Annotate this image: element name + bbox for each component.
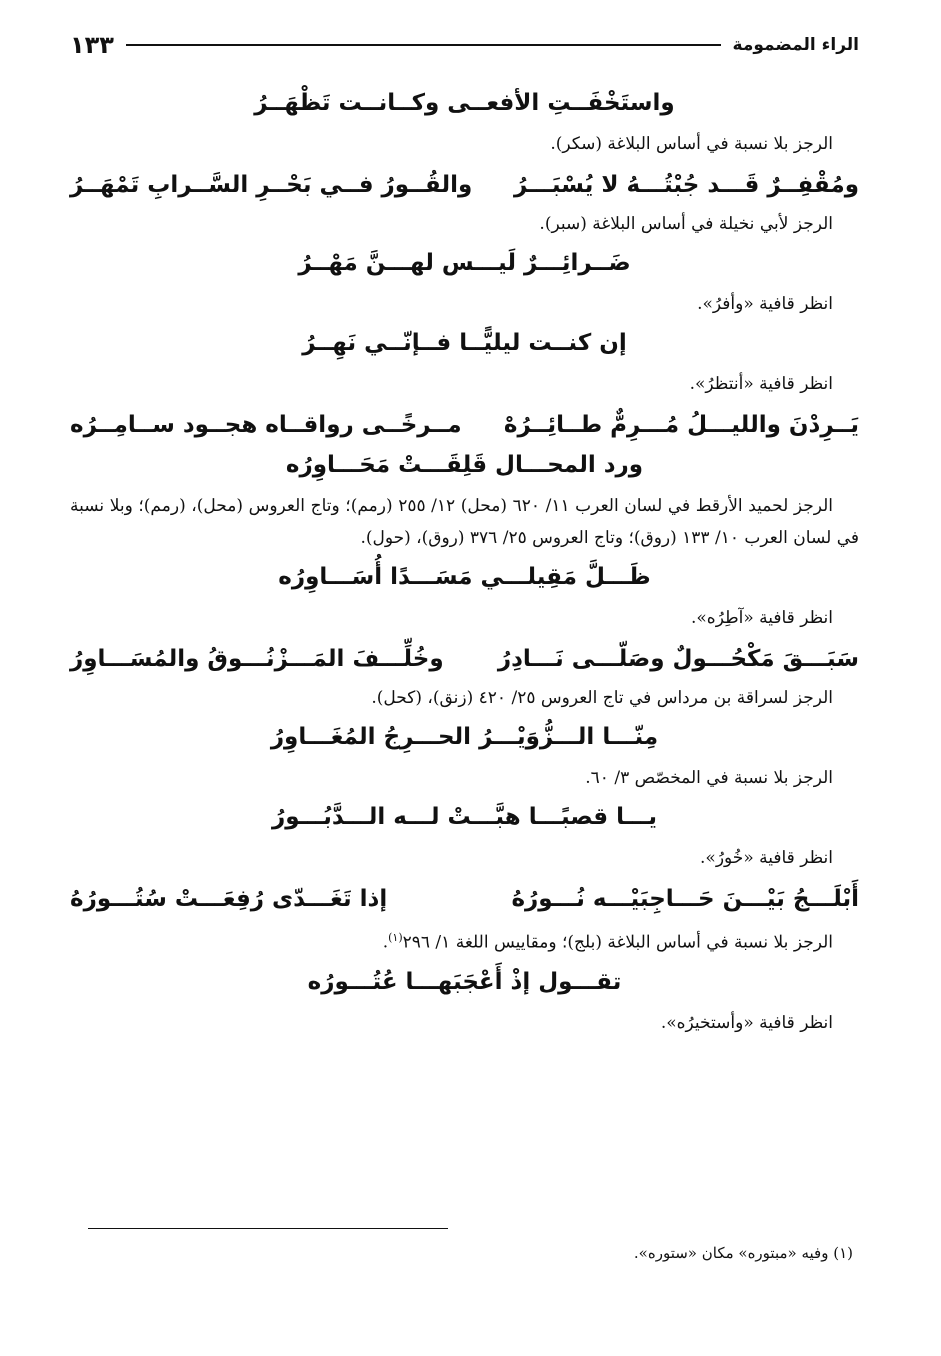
footnote-separator (88, 1228, 448, 1229)
citation-text: الرجز بلا نسبة في أساس البلاغة (بلج)؛ ومقاييس اللغة ١/ ٢٩٦ (402, 932, 833, 953)
page-content (70, 80, 859, 1045)
page-number: ١٣٣ (70, 31, 114, 59)
verse: ضَــرائِـــرٌ لَيـــس لهـــنَّ مَهْــرُ (298, 250, 631, 276)
first-hemistich: سَبَـــقَ مَكْحُـــولٌ وصَلّـــى نَـــادِرُ (497, 646, 859, 672)
verse: يـــا قصبًـــا هبَّـــتْ لـــه الـــدَّبُـــورُ (272, 804, 657, 830)
second-hemistich: والقُــورُ فــي بَحْــرِ السَّــرابِ تَمْهَــرُ (70, 172, 473, 198)
cross-reference-note: انظر قافية «خُورُ». (700, 848, 833, 868)
verse: واستَخْفَــتِ الأفعــى وكــانــت تَظْهَــرُ (254, 90, 675, 116)
citation-note (70, 922, 833, 959)
verse-couplet (70, 642, 859, 676)
cross-reference-note: انظر قافية «وأستخيرُه». (660, 1012, 833, 1033)
second-hemistich: مــرخًــى رواقــاه هجــود ســامِــرُه (70, 412, 462, 438)
verse: مِنّـــا الـــزُّوَيْـــرُ الحـــرِجُ المُغَـــاوِرُ (270, 724, 659, 750)
footnote: (١) وفيه «مبتوره» مكان «ستوره». (633, 1244, 853, 1262)
verse: تقـــول إذْ أَعْجَبَهـــا عُتُـــورُه (307, 968, 622, 995)
header-rule (126, 44, 721, 46)
second-hemistich: وخُلِّـــفَ المَـــزْنُـــوقُ والمُسَـــاوِرُ (70, 646, 444, 672)
verse-couplet (70, 882, 859, 916)
cross-reference-note: انظر قافية «آطِرُه». (690, 608, 833, 628)
first-hemistich: أَبْلَـــجُ بَيْـــنَ حَـــاجِبَيْـــه نُـــورُهُ (511, 886, 859, 912)
citation-tail: . (382, 932, 389, 953)
verse-couplet (70, 408, 859, 442)
cross-reference-note: انظر قافية «وأفرُ». (697, 294, 833, 314)
citation-note: الرجز بلا نسبة في أساس البلاغة (سكر). (550, 134, 833, 154)
citation-paragraph: الرجز لحميد الأرقط في لسان العرب ١١/ ٦٢٠ (محل) ١٢/ ٢٥٥ (رمم)؛ وتاج العروس (محل)، (رمم)؛ وبلا نسبة في لسان العرب ١٠/ ١٣٣ (روق)؛ وتاج العروس ٢٥/ ٣٧٦ (روق)، (حول). (70, 496, 859, 548)
first-hemistich: ومُقْفِــرٌ قَـــد جُبْتُـــهُ لا يُسْبَـــرُ (514, 172, 859, 198)
page-header (70, 28, 859, 62)
citation-note: الرجز لأبي نخيلة في أساس البلاغة (سبر). (539, 214, 833, 234)
verse: إن كنــت ليليًّــا فــإنّــي نَهِــرُ (302, 330, 627, 356)
citation-note: الرجز بلا نسبة في المخصّص ٣/ ٦٠. (585, 768, 833, 788)
verse-couplet (70, 168, 859, 202)
chapter-title: الراء المضمومة (732, 35, 859, 55)
first-hemistich: يَــرِدْنَ والليـــلُ مُـــرِمٌّ طــائِــرُهْ (503, 412, 859, 438)
verse: ظَـــلَّ مَقِيلـــي مَسَـــدًا أُسَـــاوِرُه (278, 564, 651, 590)
second-hemistich: إذا تَغَـــدّى رُفِعَـــتْ سُتُـــورُهُ (70, 886, 388, 912)
cross-reference-note: انظر قافية «أنتظرُ». (689, 374, 833, 394)
citation-note: الرجز لسراقة بن مرداس في تاج العروس ٢٥/ ٤٢٠ (زنق)، (كحل). (371, 688, 833, 708)
footnote-marker[interactable]: (١) (388, 931, 403, 944)
verse: ورد المحـــال قَلِقَـــتْ مَحَـــاوِرُه (285, 452, 644, 478)
